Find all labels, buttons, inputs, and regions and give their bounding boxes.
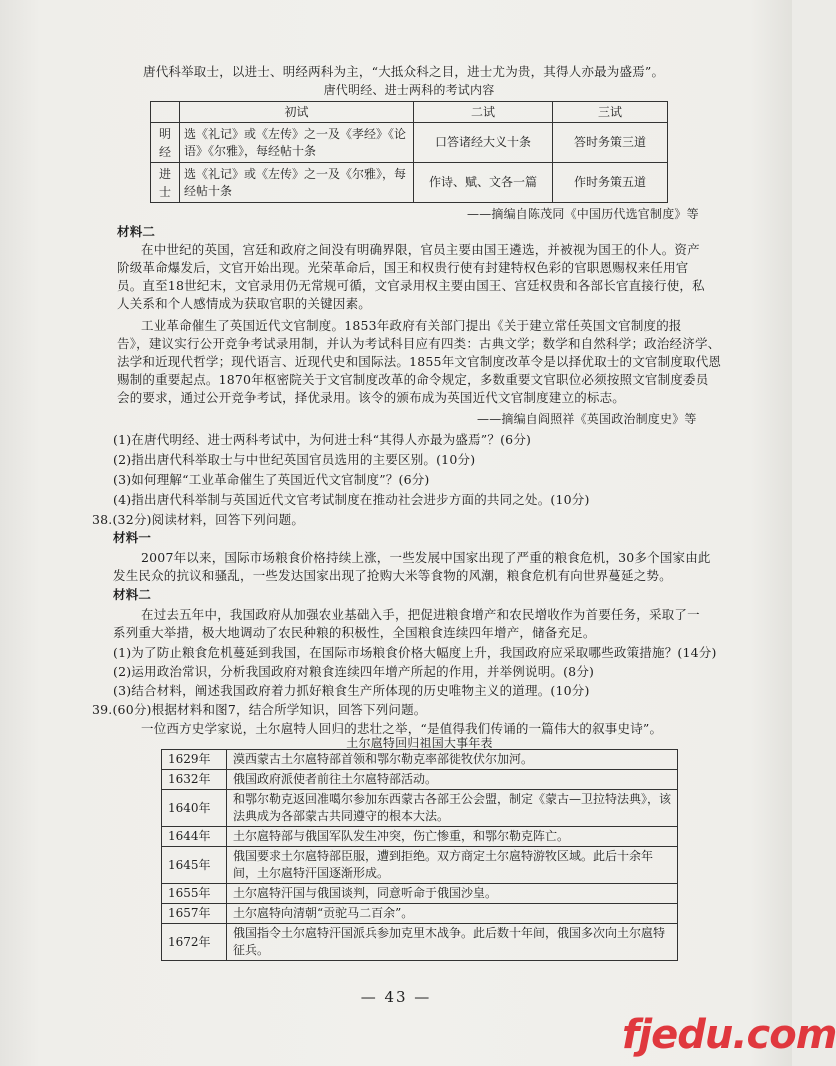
exam-table-title: 唐代明经、进士两科的考试内容	[323, 83, 495, 97]
events-table-title: 土尔扈特回归祖国大事年表	[346, 736, 493, 750]
table-row	[151, 123, 668, 163]
cell-first: 选《礼记》或《左传》之一及《孝经》《论语》《尔雅》，每经帖十条	[180, 123, 414, 163]
event-text: 和鄂尔勒克返回准噶尔参加东西蒙古各部王公会盟，制定《蒙古—卫拉特法典》，该法典成为各部蒙古共同遵守的根本大法。	[227, 790, 678, 827]
cell-third: 作时务策五道	[553, 163, 668, 203]
question-38-stem: 38.(32分)阅读材料，回答下列问题。	[92, 512, 305, 527]
fjedu-logo: fjedu.com	[622, 1012, 836, 1058]
question-39-stem: 39.(60分)根据材料和图7，结合所学知识，回答下列问题。	[92, 702, 427, 717]
event-year: 1657年	[162, 904, 227, 924]
event-year: 1640年	[162, 790, 227, 827]
question-39-intro: 一位西方史学家说，土尔扈特人回归的悲壮之举，“是值得我们传诵的一篇伟大的叙事史诗”。	[141, 721, 663, 736]
source-citation-1: ——摘编自陈茂同《中国历代选官制度》等	[467, 207, 699, 221]
question-38-1: (1)为了防止粮食危机蔓延到我国，在国际市场粮食价格大幅度上升，我国政府应采取哪些政策措施？(14分)	[113, 645, 717, 660]
header-third: 三试	[553, 102, 668, 123]
event-year: 1644年	[162, 827, 227, 847]
event-text: 漠西蒙古土尔扈特部首领和鄂尔勒克率部徙牧伏尔加河。	[227, 750, 678, 770]
table-row	[151, 163, 668, 203]
tang-intro: 唐代科举取士，以进士、明经两科为主，“大抵众科之目，进士尤为贵，其得人亦最为盛焉”。	[143, 64, 665, 79]
cell-second: 作诗、赋、文各一篇	[414, 163, 553, 203]
table-row	[162, 827, 678, 847]
table-header-row	[151, 102, 668, 123]
paragraph-line: 发生民众的抗议和骚乱，一些发达国家出现了抢购大米等食物的风潮，粮食危机有向世界蔓延之势。	[113, 568, 672, 583]
paragraph-line: 工业革命催生了英国近代文官制度。1853年政府有关部门提出《关于建立常任英国文官制度的报	[141, 318, 682, 333]
row-label-jinshi: 进士	[151, 163, 180, 203]
row-label-mingjing: 明经	[151, 123, 180, 163]
table-row	[162, 770, 678, 790]
question-37-1: (1)在唐代明经、进士两科考试中，为何进士科“其得人亦最为盛焉”？(6分)	[113, 432, 532, 447]
event-text: 土尔扈特部与俄国军队发生冲突，伤亡惨重，和鄂尔勒克阵亡。	[227, 827, 678, 847]
event-year: 1645年	[162, 847, 227, 884]
paragraph-line: 会的要求，通过公开竞争考试，择优录用。该令的颁布成为英国近代文官制度建立的标志。	[117, 390, 626, 405]
cell-second: 口答诸经大义十条	[414, 123, 553, 163]
event-year: 1632年	[162, 770, 227, 790]
event-text: 俄国要求土尔扈特部臣服，遭到拒绝。双方商定土尔扈特游牧区域。此后十余年间，土尔扈特汗国逐渐形成。	[227, 847, 678, 884]
table-row	[162, 750, 678, 770]
question-38-3: (3)结合材料，阐述我国政府着力抓好粮食生产所体现的历史唯物主义的道理。(10分)	[113, 683, 590, 698]
event-text: 俄国政府派使者前往土尔扈特部活动。	[227, 770, 678, 790]
paragraph-line: 赐制的重要起点。1870年枢密院关于文官制度改革的命令规定，多数重要文官职位必须按照文官制度委员	[117, 372, 709, 387]
event-year: 1672年	[162, 924, 227, 961]
question-37-2: (2)指出唐代科举取士与中世纪英国官员选用的主要区别。(10分)	[113, 452, 476, 467]
cell-third: 答时务策三道	[553, 123, 668, 163]
paragraph-line: 阶级革命爆发后，文官开始出现。光荣革命后，国王和权贵行使有封建特权色彩的官职恩赐权来任用官	[117, 260, 689, 275]
header-first: 初试	[180, 102, 414, 123]
torghut-events-table	[161, 749, 678, 961]
question-37-3: (3)如何理解“工业革命催生了英国近代文官制度”？(6分)	[113, 472, 430, 487]
table-row	[162, 847, 678, 884]
tang-exam-table	[150, 101, 668, 203]
event-text: 土尔扈特向清朝“贡驼马二百余”。	[227, 904, 678, 924]
question-37-4: (4)指出唐代科举制与英国近代文官考试制度在推动社会进步方面的共同之处。(10分)	[113, 492, 590, 507]
material-two-heading: 材料二	[117, 224, 156, 239]
paragraph-line: 2007年以来，国际市场粮食价格持续上涨，一些发展中国家出现了严重的粮食危机，30多个国家由此	[141, 550, 711, 565]
source-citation-2: ——摘编自阎照祥《英国政治制度史》等	[477, 412, 697, 426]
cell-first: 选《礼记》或《左传》之一及《尔雅》，每经帖十条	[180, 163, 414, 203]
table-row	[162, 924, 678, 961]
table-row	[162, 884, 678, 904]
page-number: — 43 —	[360, 988, 432, 1006]
event-text: 俄国指令土尔扈特汗国派兵参加克里木战争。此后数十年间，俄国多次向土尔扈特征兵。	[227, 924, 678, 961]
header-second: 二试	[414, 102, 553, 123]
material-one-heading: 材料一	[113, 530, 152, 545]
question-38-2: (2)运用政治常识，分析我国政府对粮食连续四年增产所起的作用，并举例说明。(8分)	[113, 664, 595, 679]
paragraph-line: 员。直至18世纪末，文官录用仍无常规可循，文官录用权主要由国王、宫廷权贵和各部长官直接行使，私	[117, 278, 705, 293]
paragraph-line: 告》，建议实行公开竞争考试录用制，并认为考试科目应有四类：古典文学；数学和自然科学；政治经济学、	[117, 336, 721, 351]
material-two-heading-b: 材料二	[113, 587, 152, 602]
paragraph-line: 人关系和个人感情成为获取官职的关键因素。	[117, 296, 372, 311]
event-text: 土尔扈特汗国与俄国谈判，同意听命于俄国沙皇。	[227, 884, 678, 904]
paragraph-line: 法学和近现代哲学；现代语言、近现代史和国际法。1855年文官制度改革令是以择优取士的文官制度取代恩	[117, 354, 722, 369]
paragraph-line: 在中世纪的英国，宫廷和政府之间没有明确界限，官员主要由国王遴选，并被视为国王的仆人。资产	[141, 242, 700, 257]
event-year: 1629年	[162, 750, 227, 770]
event-year: 1655年	[162, 884, 227, 904]
table-row	[162, 790, 678, 827]
table-row	[162, 904, 678, 924]
paragraph-line: 在过去五年中，我国政府从加强农业基础入手，把促进粮食增产和农民增收作为首要任务，采取了一	[141, 607, 700, 622]
paragraph-line: 系列重大举措，极大地调动了农民种粮的积极性，全国粮食连续四年增产，储备充足。	[113, 625, 596, 640]
